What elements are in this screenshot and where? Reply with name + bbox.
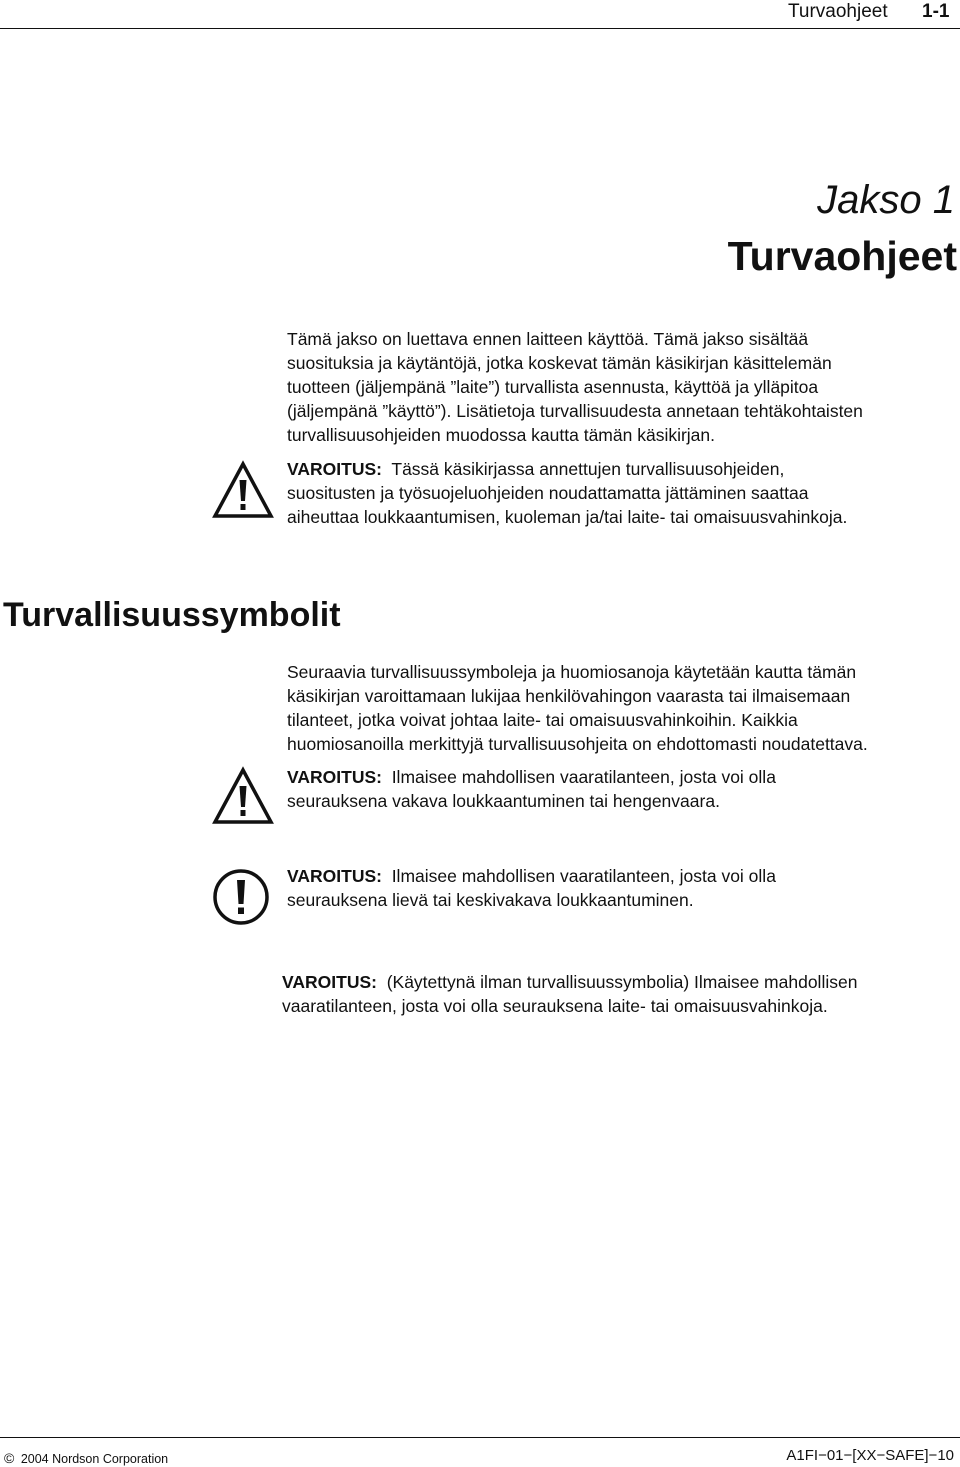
exclamation-circle-icon (213, 869, 269, 925)
symbol-line (287, 765, 776, 789)
symbols-intro-paragraph (287, 660, 868, 756)
symbol-line (282, 970, 857, 994)
symbol-text: (Käytettynä ilman turvallisuussymbolia) Ilmaisee mahdollisen (386, 972, 858, 992)
warning-intro-line (287, 457, 847, 481)
warning-label: VAROITUS: (287, 459, 382, 479)
intro-line: tuotteen (jäljempänä ”laite”) turvallista asennusta, käyttöä ja ylläpitoa (287, 377, 819, 397)
warning-intro-line: suositusten ja työsuojeluohjeiden noudattamatta jättäminen saattaa (287, 483, 809, 503)
symbols-intro-line: käsikirjan varoittamaan lukijaa henkilövahingon vaarasta tai ilmaisemaan (287, 686, 851, 706)
symbol-line: seurauksena lievä tai keskivakava loukkaantuminen. (287, 890, 694, 910)
symbol-line: vaaratilanteen, josta voi olla seurauksena laite- tai omaisuusvahinkoja. (282, 996, 828, 1016)
warning-triangle-icon (212, 460, 274, 520)
symbol-warning-moderate (287, 864, 776, 912)
header-title: Turvaohjeet (788, 1, 888, 22)
footer-copyright (4, 1450, 168, 1467)
footer-rule (0, 1437, 960, 1438)
symbol-line (287, 864, 776, 888)
intro-paragraph (287, 327, 863, 447)
intro-line: (jäljempänä ”käyttö”). Lisätietoja turvallisuudesta annetaan tehtäkohtaisten (287, 401, 863, 421)
warning-intro (287, 457, 847, 529)
symbol-text: Ilmaisee mahdollisen vaaratilanteen, josta voi olla (391, 767, 776, 787)
header-rule (0, 28, 960, 29)
warning-label: VAROITUS: (287, 767, 382, 787)
copyright-symbol: © (4, 1450, 15, 1466)
symbols-intro-line: tilanteet, jotka voivat johtaa laite- tai omaisuusvahinkoihin. Kaikkia (287, 710, 798, 730)
chapter-number: Jakso 1 (817, 178, 955, 222)
symbols-intro-line: Seuraavia turvallisuussymboleja ja huomiosanoja käytetään kautta tämän (287, 662, 857, 682)
symbol-line: seurauksena vakava loukkaantuminen tai hengenvaara. (287, 791, 720, 811)
warning-intro-text: Tässä käsikirjassa annettujen turvallisuusohjeiden, (391, 459, 785, 479)
intro-line: Tämä jakso on luettava ennen laitteen käyttöä. Tämä jakso sisältää (287, 329, 809, 349)
symbols-intro-line: huomiosanoilla merkittyjä turvallisuusohjeita on ehdottomasti noudatettava. (287, 734, 868, 754)
section-title: Turvallisuussymbolit (3, 596, 341, 634)
chapter-title: Turvaohjeet (727, 233, 957, 279)
footer-doc-id: A1FI−01−[XX−SAFE]−10 (786, 1447, 954, 1464)
intro-line: suosituksia ja käytäntöjä, jotka koskevat tämän käsikirjan käsittelemän (287, 353, 832, 373)
header-page-number: 1-1 (922, 1, 950, 22)
warning-label: VAROITUS: (287, 866, 382, 886)
symbol-warning-severe (287, 765, 776, 813)
symbol-warning-property (282, 970, 857, 1018)
warning-triangle-icon (212, 766, 274, 826)
symbol-text: Ilmaisee mahdollisen vaaratilanteen, josta voi olla (391, 866, 776, 886)
warning-label: VAROITUS: (282, 972, 377, 992)
intro-line: turvallisuusohjeiden muodossa kautta tämän käsikirjan. (287, 425, 716, 445)
warning-intro-line: aiheuttaa loukkaantumisen, kuoleman ja/tai laite- tai omaisuusvahinkoja. (287, 507, 848, 527)
copyright-text: 2004 Nordson Corporation (20, 1452, 169, 1466)
